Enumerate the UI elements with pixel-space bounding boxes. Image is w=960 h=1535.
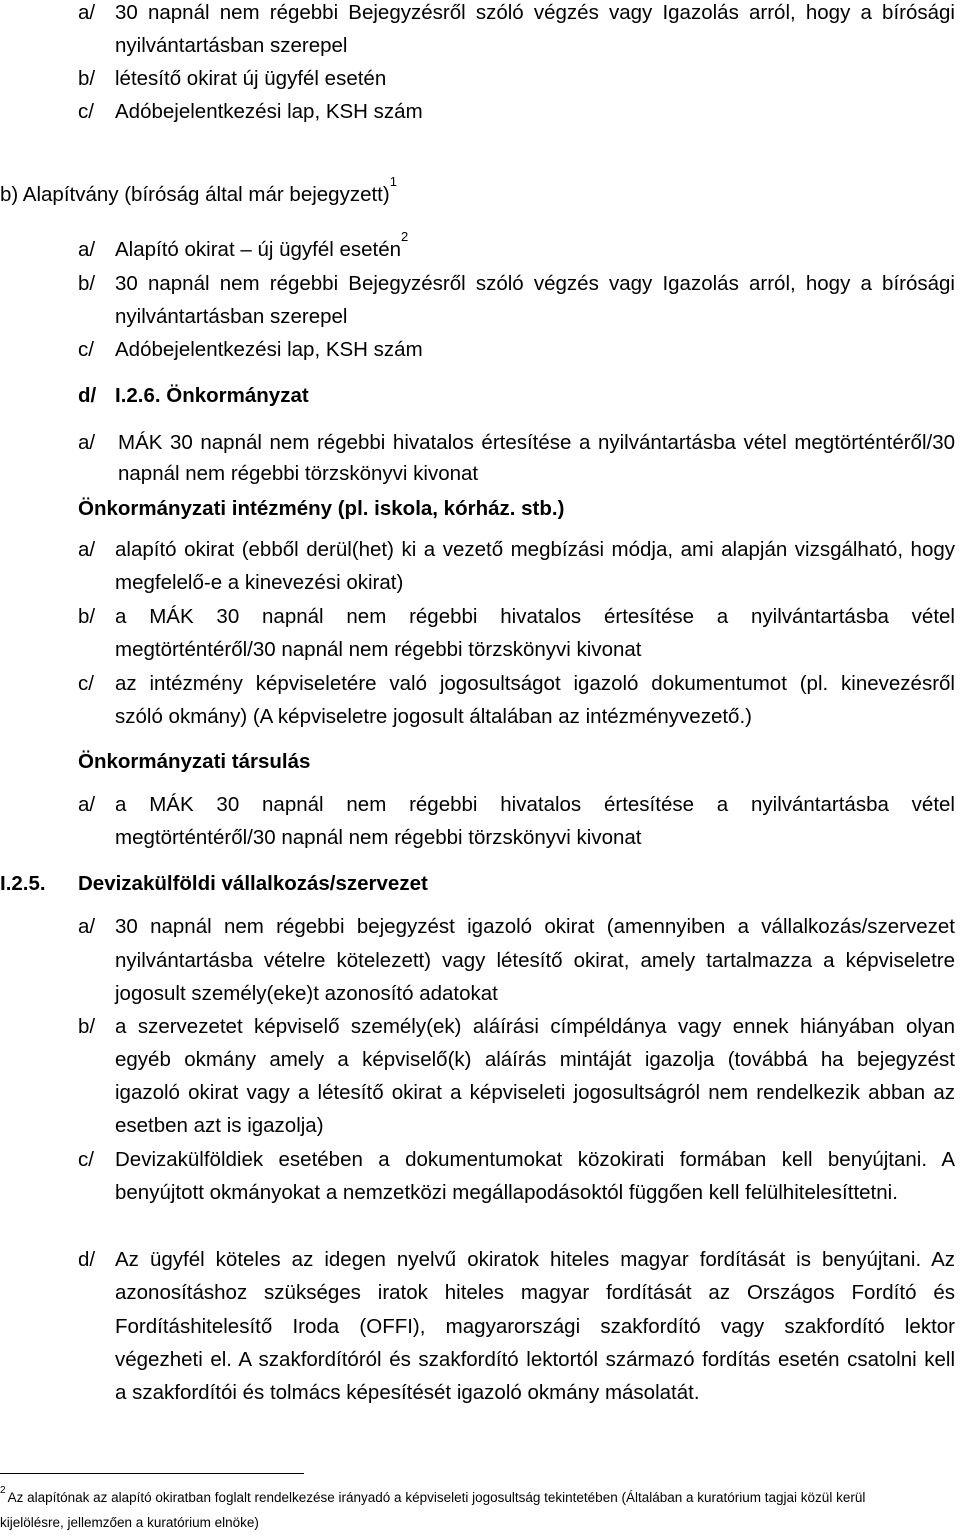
subsection-heading: Önkormányzati intézmény (pl. iskola, kórház. stb.) — [78, 497, 565, 520]
footnote-separator — [0, 1473, 304, 1474]
item-text: esetben azt is igazolja) — [115, 1114, 324, 1137]
item-text: végezheti el. A szakfordítóról és szakfordító lektortól származó fordítás esetén csatolni kell — [115, 1348, 955, 1371]
item-text: Adóbejelentkezési lap, KSH szám — [115, 338, 423, 361]
item-label: c/ — [78, 338, 94, 361]
item-label: a/ — [78, 793, 96, 816]
footnote-line: Az alapítónak az alapító okiratban foglalt rendelkezése irányadó a képviseleti jogosultság tekintetében (Általában a kuratórium tagjai közül kerül — [7, 1490, 866, 1505]
item-text: Devizakülföldiek esetében a dokumentumokat közokirati formában kell benyújtani. A — [115, 1148, 955, 1171]
item-label: c/ — [78, 100, 94, 123]
item-label: a/ — [78, 238, 96, 261]
item-text: nyilvántartásban szerepel — [115, 305, 348, 328]
item-text: igazoló okirat vagy a létesítő okirat a képviseleti jogosultságról nem rendelkezik abban az — [115, 1081, 955, 1104]
item-text: 30 napnál nem régebbi Bejegyzésről szóló végzés vagy Igazolás arról, hogy a bírósági — [115, 272, 955, 295]
item-text: szóló okmány) (A képviseletre jogosult általában az intézményvezető.) — [115, 705, 752, 728]
item-text: Fordításhitelesítő Iroda (OFFI), magyarországi szakfordító vagy szakfordító lektor — [115, 1315, 955, 1338]
item-text: a szervezetet képviselő személy(ek) aláírási címpéldánya vagy ennek hiányában olyan — [115, 1015, 955, 1038]
item-text: nyilvántartásban szerepel — [115, 34, 348, 57]
item-text — [115, 229, 409, 263]
item-text: MÁK 30 napnál nem régebbi hivatalos értesítése a nyilvántartásba vétel megtörténtéről/30 — [118, 431, 955, 454]
item-text: egyéb okmány amely a képviselő(k) aláírás mintáját igazolja (továbbá ha bejegyzést — [115, 1048, 955, 1071]
footnote-text — [0, 1487, 865, 1511]
item-text: megtörténtéről/30 napnál nem régebbi törzskönyvi kivonat — [115, 638, 642, 661]
item-text: napnál nem régebbi törzskönyvi kivonat — [118, 462, 479, 485]
item-label: b/ — [78, 1015, 96, 1038]
subsection-heading: Önkormányzati társulás — [78, 750, 311, 773]
item-label: a/ — [78, 431, 96, 454]
footnote-ref: 1 — [389, 174, 397, 190]
item-label: d/ — [78, 1248, 96, 1271]
item-text: Az ügyfél köteles az idegen nyelvű okiratok hiteles magyar fordítását is benyújtani. Az — [115, 1248, 955, 1271]
item-text: megfelelő-e a kinevezési okirat) — [115, 571, 404, 594]
footnote-ref: 2 — [401, 229, 409, 245]
section-label: d/ — [78, 384, 97, 407]
footnote-line: kijelölésre, jellemzően a kuratórium elnöke) — [0, 1515, 259, 1530]
item-text: a MÁK 30 napnál nem régebbi hivatalos értesítése a nyilvántartásba vétel — [115, 605, 955, 628]
item-text: a szakfordítói és tolmács képesítését igazoló okmány másolatát. — [115, 1381, 700, 1404]
section-number: I.2.5. — [0, 872, 46, 895]
item-text: az intézmény képviseletére való jogosultságot igazoló dokumentumot (pl. kinevezésről — [115, 672, 955, 695]
item-label: b/ — [78, 272, 96, 295]
item-text: alapító okirat (ebből derül(het) ki a vezető megbízási módja, ami alapján vizsgálható, hogy — [115, 538, 955, 561]
item-label: c/ — [78, 1148, 94, 1171]
item-label: a/ — [78, 538, 96, 561]
item-text: 30 napnál nem régebbi Bejegyzésről szóló végzés vagy Igazolás arról, hogy a bírósági — [115, 1, 955, 24]
item-text: létesítő okirat új ügyfél esetén — [115, 67, 387, 90]
section-heading: Devizakülföldi vállalkozás/szervezet — [78, 872, 428, 895]
section-heading — [0, 174, 397, 208]
section-heading-text: b) Alapítvány (bíróság által már bejegyzett) — [0, 183, 390, 206]
item-text: 30 napnál nem régebbi bejegyzést igazoló okirat (amennyiben a vállalkozás/szervezet — [115, 915, 955, 938]
item-text: nyilvántartásba vételre kötelezett) vagy létesítő okirat, amely tartalmazza a képviseletre — [115, 949, 955, 972]
item-label: a/ — [78, 915, 96, 938]
section-heading: I.2.6. Önkormányzat — [115, 384, 309, 407]
item-text: Adóbejelentkezési lap, KSH szám — [115, 100, 423, 123]
item-text: megtörténtéről/30 napnál nem régebbi törzskönyvi kivonat — [115, 826, 642, 849]
item-text: azonosításhoz szükséges iratok hiteles magyar fordítását az Országos Fordító és — [115, 1281, 955, 1304]
item-text: benyújtott okmányokat a nemzetközi megállapodásoktól függően kell felülhitelesíttetni. — [115, 1181, 898, 1204]
item-label: b/ — [78, 67, 96, 90]
item-text: a MÁK 30 napnál nem régebbi hivatalos értesítése a nyilvántartásba vétel — [115, 793, 955, 816]
item-text-content: Alapító okirat – új ügyfél esetén — [115, 238, 402, 261]
item-text: jogosult személy(eke)t azonosító adatokat — [115, 982, 498, 1005]
item-label: a/ — [78, 1, 96, 24]
footnote-number: 2 — [0, 1485, 6, 1496]
item-label: b/ — [78, 605, 96, 628]
item-label: c/ — [78, 672, 94, 695]
